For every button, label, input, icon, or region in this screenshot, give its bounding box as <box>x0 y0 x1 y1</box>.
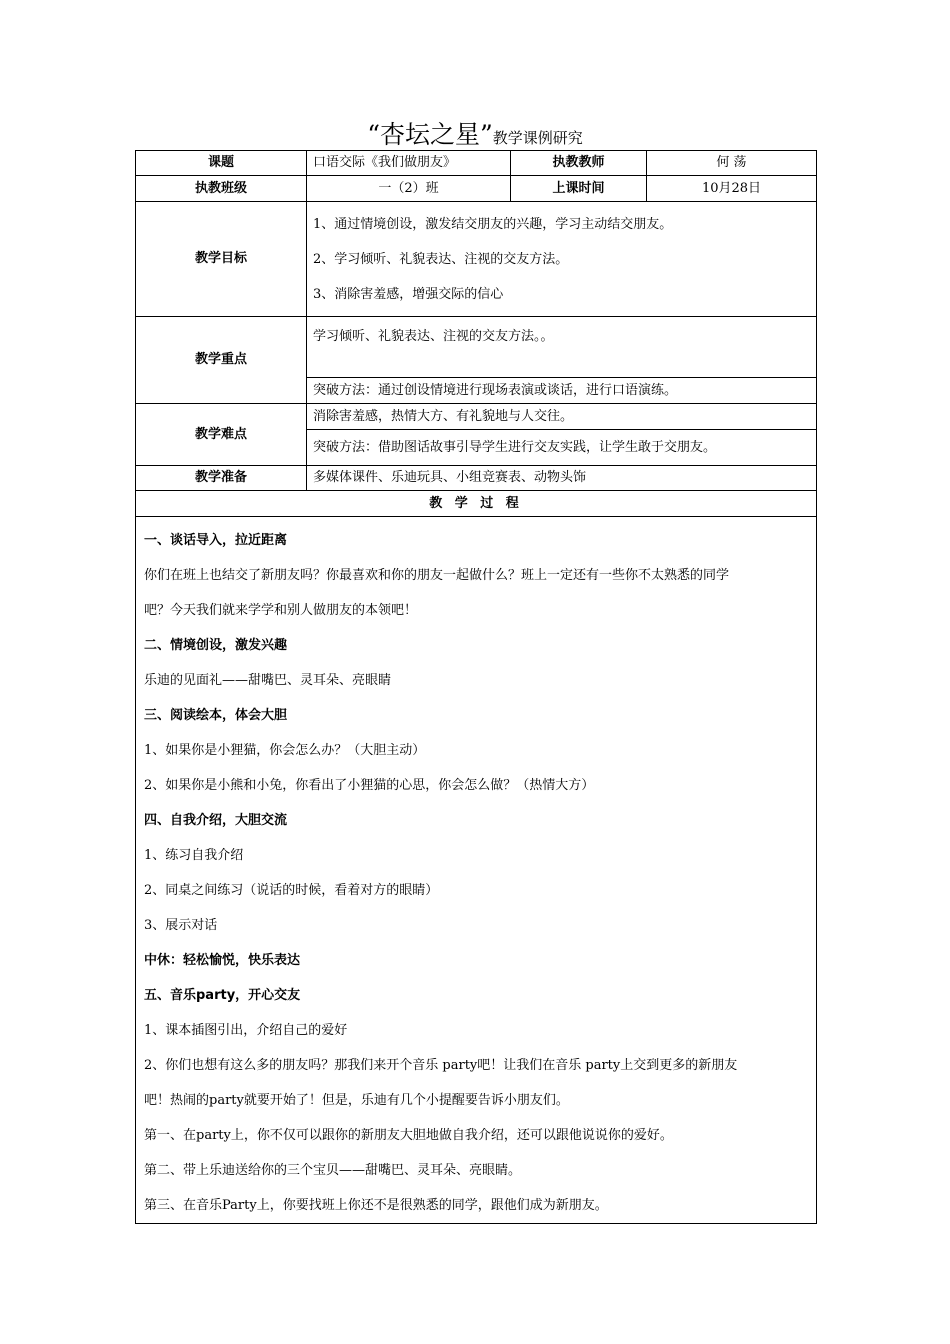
process-section-heading: 二、情境创设，激发兴趣 <box>144 638 288 653</box>
topic-value: 口语交际《我们做朋友》 <box>307 151 511 176</box>
process-section-heading: 四、自我介绍，大胆交流 <box>144 813 288 828</box>
process-line: 你们在班上也结交了新朋友吗？你最喜欢和你的朋友一起做什么？班上一定还有一些你不太熟悉的同学 <box>144 568 730 583</box>
process-line: 2、同桌之间练习（说话的时候，看着对方的眼睛） <box>144 883 439 898</box>
preparation-label: 教学准备 <box>136 466 307 491</box>
process-line: 1、课本插图引出，介绍自己的爱好 <box>144 1023 348 1038</box>
class-value: 一（2）班 <box>307 176 511 202</box>
goal-item: 2、学习倾听、礼貌表达、注视的交友方法。 <box>313 251 569 267</box>
row-topic <box>136 151 817 176</box>
process-section-heading: 三、阅读绘本，体会大胆 <box>144 708 288 723</box>
process-section-heading: 中休：轻松愉悦，快乐表达 <box>144 953 301 968</box>
topic-label: 课题 <box>136 151 307 176</box>
row-key-points <box>136 317 817 378</box>
key-points-label: 教学重点 <box>136 317 307 404</box>
process-line: 吧！热闹的party就要开始了！但是，乐迪有几个小提醒要告诉小朋友们。 <box>144 1093 569 1108</box>
preparation-content: 多媒体课件、乐迪玩具、小组竞赛表、动物头饰 <box>307 466 817 491</box>
process-line: 第三、在音乐Party上，你要找班上你还不是很熟悉的同学，跟他们成为新朋友。 <box>144 1198 608 1213</box>
process-line: 3、展示对话 <box>144 918 218 933</box>
row-process <box>136 517 817 1224</box>
goals-content <box>307 202 817 317</box>
row-difficulties <box>136 404 817 430</box>
process-line: 2、如果你是小熊和小兔，你看出了小狸猫的心思，你会怎么做？（热情大方） <box>144 778 595 793</box>
row-class <box>136 176 817 202</box>
process-heading: 教 学 过 程 <box>136 491 817 517</box>
goals-label: 教学目标 <box>136 202 307 317</box>
row-preparation <box>136 466 817 491</box>
process-section-heading: 五、音乐party，开心交友 <box>144 988 301 1003</box>
process-line: 1、练习自我介绍 <box>144 848 244 863</box>
key-points-method: 突破方法：通过创设情境进行现场表演或谈话，进行口语演练。 <box>307 378 817 404</box>
title-quoted: “杏坛之星” <box>367 120 493 149</box>
difficulties-label: 教学难点 <box>136 404 307 466</box>
process-content <box>136 517 817 1224</box>
teacher-value: 何 荡 <box>647 151 817 176</box>
lesson-table <box>135 150 817 1224</box>
goal-item: 1、通过情境创设，激发结交朋友的兴趣，学习主动结交朋友。 <box>313 216 673 232</box>
time-label: 上课时间 <box>511 176 647 202</box>
class-label: 执教班级 <box>136 176 307 202</box>
row-goals <box>136 202 817 317</box>
difficulties-content: 消除害羞感，热情大方、有礼貌地与人交往。 <box>307 404 817 430</box>
row-process-heading <box>136 491 817 517</box>
process-line: 第一、在party上，你不仅可以跟你的新朋友大胆地做自我介绍，还可以跟他说说你的爱好。 <box>144 1128 673 1143</box>
key-points-content: 学习倾听、礼貌表达、注视的交友方法。。 <box>307 317 817 378</box>
difficulties-method: 突破方法：借助图话故事引导学生进行交友实践，让学生敢于交朋友。 <box>307 430 817 466</box>
process-line: 吧？今天我们就来学学和别人做朋友的本领吧！ <box>144 603 418 618</box>
goal-item: 3、消除害羞感，增强交际的信心 <box>313 286 504 302</box>
process-line: 乐迪的见面礼——甜嘴巴、灵耳朵、亮眼睛 <box>144 673 392 688</box>
process-line: 第二、带上乐迪送给你的三个宝贝——甜嘴巴、灵耳朵、亮眼睛。 <box>144 1163 522 1178</box>
time-value: 10月28日 <box>647 176 817 202</box>
process-line: 1、如果你是小狸猫，你会怎么办？（大胆主动） <box>144 743 426 758</box>
title-rest: 教学课例研究 <box>492 129 583 147</box>
process-line: 2、你们也想有这么多的朋友吗？那我们来开个音乐 party吧！让我们在音乐 party上交到更多的新朋友 <box>144 1058 738 1073</box>
process-section-heading: 一、谈话导入，拉近距离 <box>144 533 288 548</box>
teacher-label: 执教教师 <box>511 151 647 176</box>
